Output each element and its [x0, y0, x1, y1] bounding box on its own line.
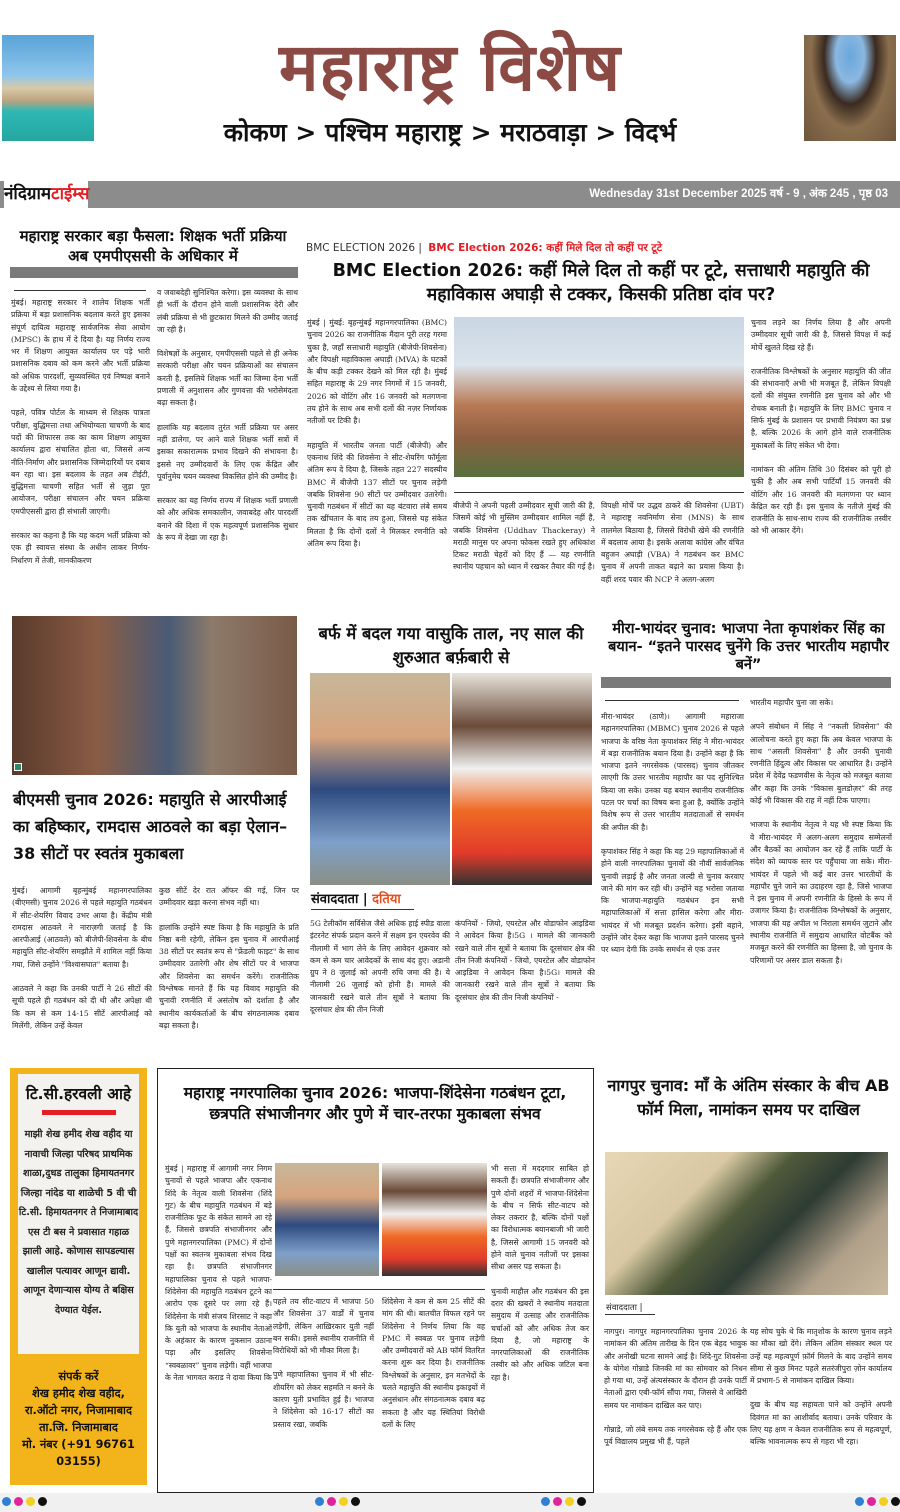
- ad-contact-heading: संपर्क करें: [58, 1370, 99, 1383]
- article2-col4: [751, 317, 891, 538]
- paragraph: सरकार का यह निर्णय राज्य में शिक्षक भर्ती प्रणाली को और अधिक समकालीन, जवाबदेह और पारदर्शी बनाने की दिशा में एक महत्वपूर्ण प्रशासनिक सुधार के रूप में देखा जा रहा है।: [157, 496, 298, 543]
- article1-col2: [157, 287, 298, 544]
- print-registration-marks: [855, 1497, 900, 1506]
- kicker-label: BMC ELECTION 2026 |: [306, 242, 422, 254]
- article1-headline[interactable]: महाराष्ट्र सरकार बड़ा फैसला: शिक्षक भर्ती प्रक्रिया अब एमपीएससी के अधिकार में: [19, 227, 287, 265]
- fadnavis-phone-photo: [275, 1163, 379, 1276]
- article4-credit: [311, 889, 401, 907]
- kicker-red[interactable]: BMC Election 2026: कहीं मिले दिल तो कहीं पर टूटे: [428, 242, 662, 254]
- paragraph: व जवाबदेही सुनिश्चित करेगा। इस व्यवस्था के साथ ही भर्ती के दौरान होने वाली प्रशासनिक देरी और लंबी प्रक्रिया से भी छुटकारा मिलने की उम्मीद जताई जा रही है।: [157, 288, 298, 334]
- yellow-dot-icon: [339, 1497, 348, 1506]
- ad-red-underline: [42, 1110, 116, 1115]
- article5-headline[interactable]: मीरा-भायंदर चुनाव: भाजपा नेता कृपाशंकर सिंह का बयान- “इतने पारसद चुनेंगे कि उत्तर भारतीय महापौर बनें”: [608, 621, 889, 673]
- yellow-dot-icon: [26, 1497, 35, 1506]
- divider-bar: [601, 677, 891, 688]
- article6-col1: [165, 1163, 272, 1384]
- ad-contact-address: रा.ऑटो नगर, निजामाबाद: [25, 1404, 132, 1417]
- article6-col2: [273, 1296, 374, 1431]
- magenta-dot-icon: [14, 1497, 23, 1506]
- paragraph: मुंबई | महाराष्ट्र में आगामी नगर निगम चुनावों से पहले भाजपा और एकनाथ शिंदे के नेतृत्व वाली शिवसेना (शिंदे गुट) के बीच महायुति गठबंधन में बड़े राजनीतिक फूट के संकेत सामने आ रहे हैं, जिससे छत्रपति संभाजीनगर और पुणे महानगरपालिका (PMC) में दोनों पक्षों का स्वतन्त्र मुकाबला संभव दिख रहा है। छत्रपति संभाजीनगर महापालिका चुनाव से पहले भाजपा-शिंदेसेना की महायुति गठबंधन टूटने का आरोप एक दूसरे पर लगा रहे हैं। शिंदेसेना के मंत्री संजय शिरसाट ने कहा कि युती को भाजपा के स्थानीय नेताओं के अहंकार के कारण नुकसान उठाना पड़ा और इसलिए शिवसेना “स्वबळावर” चुनाव लड़ेगी। वहीं भाजपा के नेता भागवत कराड ने दावा किया कि: [165, 1164, 272, 1383]
- credit-label: संवाददाता |: [311, 892, 368, 907]
- newspaper-logo[interactable]: [4, 179, 88, 212]
- logo-text-part2: टाईम्स: [51, 184, 90, 204]
- ramdas-athawale-bmc-photo: [12, 616, 297, 775]
- regions-breadcrumb: कोकण > पश्चिम महाराष्ट्र > मराठवाड़ा > विदर्भ: [223, 118, 677, 147]
- paragraph: भारतीय महापौर चुना जा सके।: [750, 698, 834, 707]
- page-title: महाराष्ट्र विशेष: [278, 29, 622, 106]
- article7-headline[interactable]: नागपुर चुनाव: माँ के अंतिम संस्कार के बीच AB फॉर्म मिला, नामांकन समय पर दाखिल: [607, 1076, 890, 1119]
- article2-kicker: [306, 241, 662, 255]
- article2-headline[interactable]: BMC Election 2026: कहीं मिले दिल तो कहीं पर टूटे, सत्ताधारी महायुति की महाविकास अघाड़ी से टक्कर, किसकी प्रतिष्ठा दांव पर?: [332, 261, 870, 305]
- article3-col2: [159, 885, 299, 1032]
- paragraph: नामांकन की अंतिम तिथि 30 दिसंबर को पूरी हो चुकी है और अब सभी पार्टियाँ 15 जनवरी की वोटिंग और 16 जनवरी की मतगणना पर ध्यान केंद्रित कर रही हैं। इस चुनाव के नतीजे मुंबई की राजनीति के साथ-साथ राज्य की राजनीतिक तस्वीर को भी आकार देंगे।: [751, 464, 891, 536]
- paragraph: चुनाव लड़ने का निर्णय लिया है और अपनी उम्मीदवार सूची जारी की है, जिससे विपक्ष में कई मोर्चे खुलते दिख रहे हैं।: [751, 318, 891, 352]
- paragraph: हालांकि यह बदलाव तुरंत भर्ती प्रक्रिया पर असर नहीं डालेगा, पर आने वाले शिक्षक भर्ती सत्रों में इसका सकारात्मक प्रभाव दिखने की संभावना है। इससे नए उम्मीदवारों के लिए एक केंद्रित और पूर्वानुमेय चयन व्यवस्था विकसित होने की उम्मीद है।: [157, 422, 298, 481]
- article7-credit: संवाददाता |: [606, 1303, 643, 1313]
- article3-col1: [12, 885, 152, 1032]
- article6-col3: [382, 1296, 485, 1431]
- ad-body: माझी शेख हमीद शेख वहीद या नावाची जिल्हा परिषद प्राथमिक शाळा,दुधड तालुका हिमायतनगर जिल्हा नांदेड या शाळेची 5 वी ची टि.सी. हिमायतनगर ते निजामाबाद एस टी बस ने प्रवासात गहाळ झाली आहे. कोणास सापडल्यास खालील पत्यावर आणून द्यावी. आणून देणाऱ्यास योग्य ते बक्षिस देण्यात येईल.: [18, 1129, 139, 1316]
- divider-rule: [605, 700, 739, 701]
- article6-box: [157, 1068, 594, 1493]
- divider-rule: [14, 290, 146, 291]
- cyan-dot-icon: [2, 1497, 11, 1506]
- divider-rule: [605, 1314, 655, 1315]
- ad-contact: [10, 1368, 147, 1470]
- magenta-dot-icon: [553, 1497, 562, 1506]
- paragraph: कुछ सीटें देर रात ऑफर की गई, जिन पर उम्मीदवार खड़ा करना संभव नहीं था।: [159, 886, 299, 908]
- article5-col2: [750, 697, 892, 967]
- article4-col2: [455, 918, 595, 1004]
- paragraph: सरकार का कहना है कि यह कदम भर्ती प्रक्रिया को एक ही स्वायत्त संस्था के अधीन लाकर निर्णय-निर्धारण में तेजी, मानकीकरण: [11, 531, 150, 565]
- paragraph: कृपाशंकर सिंह ने कहा कि यह 29 महापालिकाओं में होने वाली नगरपालिका चुनावों की नौवीं सार्वजनिक चुनावी लड़ाई है और जनता जल्दी से चुनाव करवाए जाने की मांग कर रही थी। उन्होंने यह भरोसा जताया कि भाजपा-महायुति गठबंधन इन सभी महापालिकाओं में सत्ता हासिल करेगा और मीरा-भायंदर में भी मजबूत प्रदर्शन करेगा। इसी बहाने, उन्होंने जोर देकर कहा कि भाजपा इतने पारसद चुनने पर ध्यान देगी कि उनके समर्थन से एक उत्तर: [601, 846, 744, 955]
- article7-col2: [750, 1326, 892, 1449]
- ad-contact-name: शेख हमीद शेख वहीद,: [32, 1387, 125, 1400]
- paragraph: मुंबई | मुंबई: बृहन्मुंबई महानगरपालिका (BMC) चुनाव 2026 का राजनीतिक मैदान पूरी तरह गरमा चुका है, जहाँ सत्ताधारी महायुति (बीजेपी-शिवसेना) और विपक्षी महाविकास अघाड़ी (MVA) के घटकों के बीच कड़ी टक्कर देखने को मिल रही है। मुंबई सहित महाराष्ट्र के 29 नगर निगमों में 15 जनवरी, 2026 को वोटिंग और 16 जनवरी को मतगणना तय होने के साथ अब सभी दलों की नज़र निर्णायक नतीजों पर टिकी है।: [307, 318, 447, 426]
- bmc-building-photo: [454, 317, 744, 477]
- print-registration-marks: [315, 1497, 360, 1506]
- print-registration-marks: [2, 1497, 47, 1506]
- paragraph: भाजपा के स्थानीय नेतृत्व ने यह भी स्पष्ट किया कि वे मीरा-भायंदर में अलग-अलग समुदाय सम्मेलनों और बैठकों का आयोजन कर रहे हैं ताकि पार्टी के संदेश को व्यापक स्तर पर पहुँचाया जा सके। मीरा-भायंदर में पहले भी कई बार उत्तर भारतीयों के महापौर चुने जाने का उदाहरण रहा है, जिसे भाजपा ने इस चुनाव में अपनी रणनीति के हिस्से के रूप में उजागर किया है। राजनीतिक विश्लेषकों के अनुसार, भाजपा की यह अपील भ निराला समर्थन जुटाने और स्थानीय राजनीति में समुदाय आधारित वोटबैंक को मजबूत करने की रणनीति का हिस्सा है, जो चुनाव के परिणामों पर असर डाल सकता है।: [750, 820, 892, 965]
- nagpur-funeral-photo: [605, 1152, 888, 1295]
- paragraph: अपने संबोधन में सिंह ने “नकली शिवसेना” की आलोचना करते हुए कहा कि अब केवल भाजपा के साथ “असली शिवसेना” है और उनकी चुनावी रणनीति हिंदुत्व और विकास पर आधारित है। उन्होंने प्रदेश में देवेंद्र फडणवीस के नेतृत्व को मजबूत बताया और कहा कि उनके “विकास बुलडोज़र” की तरह कोई भी विकास की राह में नहीं टिक पाएगा।: [750, 722, 892, 806]
- paragraph: बीजेपी ने अपनी पहली उम्मीदवार सूची जारी की है, जिसमें कोई भी मुस्लिम उम्मीदवार शामिल नहीं है, जबकि शिवसेना (Uddhav Thackeray) ने मराठी मानुस पर अपना फोकस रखते हुए अधिकांश टिकट मराठी चेहरों को दिए हैं — यह रणनीति स्थानीय पहचान को ध्यान में रखकर तैयार की गई है।: [453, 501, 595, 572]
- paragraph: राजनीतिक विश्लेषकों के अनुसार महायुति की जीत की संभावनाएँ अभी भी मजबूत हैं, लेकिन विपक्षी दलों की संयुक्त रणनीति इस चुनाव को और भी रोचक बनाती है। महायुति के लिए BMC चुनाव न सिर्फ मुंबई के प्रशासन पर प्रभावी नियंत्रण का प्रश्न है, बल्कि 2026 के आगे होने वाले राजनीतिक मुकाबलों के लिए संकेत भी देगा।: [751, 366, 891, 450]
- divider-rule: [273, 1289, 485, 1290]
- ad-notice-panel: [18, 1074, 139, 1354]
- paragraph: आठवले ने कहा कि उनकी पार्टी ने 26 सीटों की सूची पहले ही गठबंधन को दी थी और अपेक्षा थी कि कम से कम 14-15 सीटें आरपीआई को मिलेंगी, लेकिन उन्हें केवल: [12, 984, 152, 1030]
- article4-headline[interactable]: बर्फ में बदल गया वासुकि ताल, नए साल की शुरुआत बर्फ़बारी से: [318, 624, 584, 667]
- cyan-dot-icon: [315, 1497, 324, 1506]
- article2-col3: [601, 500, 744, 586]
- article2-col1: [307, 317, 447, 550]
- paragraph: गोन्नाडे, जो लंबे समय तक नगरसेवक रहे हैं और एक पूर्व विद्यालय प्रमुख भी हैं, पहले: [604, 1425, 747, 1447]
- article2-col2: [453, 500, 595, 574]
- paragraph: नागपुर। नागपुर महानगरपालिका चुनाव 2026 के नामांकन की अंतिम तारीख के दिन एक बेहद भावुक और अनोखी घटना सामने आई है। शिंदे-गुट शिवसेना के योगेश गोन्नाडे जिनकी मां का सोमवार को निधन हो गया था, उन्हें अंत्यसंस्कार के दौरान ही उनके पार्टी नेताओं द्वारा एबी-फॉर्म सौंपा गया, जिससे वे आखिरी समय पर नामांकन दाखिल कर पाए।: [604, 1327, 747, 1410]
- paragraph: विपक्षी मोर्चे पर उद्धव ठाकरे की शिवसेना (UBT) ने महाराष्ट्र नवनिर्माण सेना (MNS) के साथ तालमेल बिठाया है, जिससे विरोधी खेमे की रणनीति में बदलाव आया है। इसके अलावा कांग्रेस और वंचित बहुजन अघाड़ी (VBA) ने गठबंधन कर BMC चुनाव में अपनी ताकत बढ़ाने का प्रयास किया है। वहीं शरद पवार की NCP ने अलग-अलग: [601, 501, 744, 584]
- logo-text-part1: नंदिग्राम: [4, 184, 52, 204]
- paragraph: मीरा-भायंदर (ठाणे)। आगामी महाराजा महानगरपालिका (MBMC) चुनाव 2026 से पहले भाजपा के वरिष्ठ नेता कृपाशंकर सिंह ने मीरा-भायंदर में बड़ा राजनीतिक बयान दिया है। उन्होंने कहा है कि भाजपा इतने नगरसेवक (पारसद) चुनाव जीतकर लाएगी कि उत्तर भारतीय महापौर का पद सुनिश्चित किया जा सके। उनका यह बयान स्थानीय राजनीतिक पटल पर चर्चा का विषय बना हुआ है, क्योंकि उन्होंने विशेष रूप से उत्तर भारतीय मतदाताओं से समर्थन की अपील की है।: [601, 712, 744, 832]
- ad-title: टि.सी.हरवली आहे: [25, 1085, 132, 1103]
- fadnavis-phone-photo: [310, 673, 450, 885]
- paragraph: मुंबई। आगामी बृहन्मुंबई महानगरपालिका (बीएमसी) चुनाव 2026 से पहले महायुति गठबंधन में सीट-शेयरिंग विवाद उभर आया है। केंद्रीय मंत्री रामदास आठवले ने नाराज़गी जताई है कि आरपीआई (आठवले) को बीजेपी-शिवसेना के बीच महायुति सीट-शेयरिंग समझौते में शामिल नहीं किया गया, जिसे उन्होंने "विश्वासघात" बताया है।: [12, 886, 152, 969]
- divider-rule: [454, 492, 744, 493]
- magenta-dot-icon: [327, 1497, 336, 1506]
- credit-place: दतिया: [372, 892, 401, 907]
- divider-bar: [10, 267, 298, 278]
- issue-date-line: Wednesday 31st December 2025 वर्ष - 9 , अंक 245 , पृष्ठ 03: [589, 188, 888, 200]
- paragraph: पहले, पवित्र पोर्टल के माध्यम से शिक्षक पात्रता परीक्षा, बुद्धिमत्ता तथा अभियोग्यता चाचणी के बाद पदों की शिफारस तक का काम शिक्षण आयुक्त कार्यालय द्वारा संचालित होता था, जिससे अन्य नीति-निर्माण और प्रशासनिक जिम्मेदारियों पर दबाव बन रहा था। इस बदलाव के तहत अब टीईटी, बुद्धिमत्ता चाचणी सहित भर्ती से जुड़ा पूरा आयोजन, परीक्षा संचालन और चयन प्रक्रिया एमपीएससी द्वारा ही संभाली जाएगी।: [11, 408, 150, 516]
- paragraph: महायुति में भारतीय जनता पार्टी (बीजेपी) और एकनाथ शिंदे की शिवसेना ने सीट-शेयरिंग फॉर्मूला अंतिम रूप दे दिया है, जिसके तहत 227 सदस्यीय BMC में बीजेपी 137 सीटों पर चुनाव लड़ेगी जबकि शिवसेना 90 सीटों पर उम्मीदवार उतारेगी। चुनावी गठबंधन में सीटों का यह बंटवारा लंबे समय तक खींचतान के बाद तय हुआ, जिससे यह संकेत मिलता है कि दोनों दलों ने मिलकर रणनीति को अंतिम रूप दिया है।: [307, 440, 447, 549]
- paragraph: विशेषज्ञों के अनुसार, एमपीएससी पहले से ही अनेक सरकारी परीक्षा और चयन प्रक्रियाओं का संचालन करती है, इसलिये शिक्षक भर्ती का जिम्मा देना भर्ती प्रणाली में अनुशासन और गुणवत्ता की भरोसेमंदता बढ़ा सकता है।: [157, 349, 298, 408]
- shinde-namaste-photo: [452, 673, 592, 885]
- article4-col1: [310, 918, 450, 1016]
- paragraph: पहले तय सीट-वाटप में भाजपा 50 और शिवसेना 37 वार्डों में चुनाव लड़ेगी, लेकिन आख़िरकार युती नहीं बन सकी। इससे स्थानीय राजनीति में विरोधियों को भी मौका मिला है।: [273, 1297, 374, 1356]
- paragraph: भी सत्ता में मददगार साबित हो सकती हैं। छत्रपति संभाजीनगर और पुणे दोनों शहरों में भाजपा-शिंदेसेना के बीच न सिर्फ सीट-वाटप को लेकर तकरार है, बल्कि दोनों पक्षों का विरोधात्मक बयानबाजी भी जारी है, जिससे आगामी 15 जनवरी को होने वाले चुनाव नतीजों पर इसका सीधा असर पड़ सकता है।: [491, 1164, 589, 1272]
- yellow-dot-icon: [565, 1497, 574, 1506]
- article1-col1: [11, 297, 150, 567]
- ad-contact-taluka: ता.जि. निजामाबाद: [39, 1421, 118, 1434]
- paragraph: हालांकि उन्होंने स्पष्ट किया है कि महायुति के प्रति निष्ठा बनी रहेगी, लेकिन इस चुनाव में आरपीआई 38 सीटों पर स्वतंत्र रूप से "फ्रेंडली फाइट" के साथ उम्मीदवार उतारेगी और शेष सीटों पर वे भाजपा और शिवसेना का समर्थन करेंगे। राजनीतिक विश्लेषक मानते हैं कि यह विवाद महायुति की चुनावी रणनीति में असंतोष को दर्शाता है और स्थानीय कार्यकर्ताओं के बीच संगठनात्मक दबाव बढ़ा सकता है।: [159, 922, 299, 1030]
- paragraph: चुनावी माहौल और गठबंधन की इस दरार की खबरों ने स्थानीय मतदाता समुदाय में उत्साह और राजनीतिक चर्चाओं को और अधिक तेज कर दिया है, जो महाराष्ट्र के नगरपालिकाओं की राजनीतिक तस्वीर को और अधिक जटिल बना रहा है।: [491, 1286, 589, 1382]
- black-dot-icon: [891, 1497, 900, 1506]
- paragraph: 5G टेलीकॉम सर्विसेज जैसे अधिक हाई स्पीड वाला इंटरनेट संपर्क प्रदान करने में सक्षम इन एयरवेव की नीलामी में भाग लेने के लिए आवेदन शुक्रवार को कम से कम चार आवेदकों के साथ बंद हुए। अडानी ग्रुप ने 8 जुलाई को अपनी रुचि जमा की है। ये नीलामी 26 जुलाई को होनी है। मामले की जानकारी रखने वाले तीन सूत्रों ने बताया कि दूरसंचार क्षेत्र की तीन निजी: [310, 919, 450, 1015]
- paragraph: मुंबई। महाराष्ट्र सरकार ने शालेय शिक्षक भर्ती प्रक्रिया में बड़ा प्रशासनिक बदलाव करते हुए इसका संपूर्ण दायित्व महाराष्ट्र सार्वजनिक सेवा आयोग (MPSC) के हाथ में दे दिया है। यह निर्णय राज्य भर में शिक्षण आयुक्त कार्यालय पर पड़े भारी प्रशासनिक दबाव को कम करने और भर्ती प्रक्रिया को अधिक पारदर्शी, सुव्यवस्थित एवं निष्पक्ष बनाने के उद्देश्य से लिया गया है।: [11, 298, 150, 394]
- paragraph: शिंदेसेना ने कम से कम 25 सीटें की मांग की थी। बातचीत विफल रहने पर शिंदेसेना ने निर्णय लिया कि वह PMC में स्वबळ पर चुनाव लड़ेगी और उम्मीदवारों को AB फॉर्म वितरित करना शुरू कर दिया है। राजनीतिक विश्लेषकों के अनुसार, इन मतभेदों के चलते महायुति की स्थानीय इकाइयों में अनुसंधान और संगठनात्मक दबाव बढ़ सकता है और यह स्थितियां विरोधी दलों के लिए: [382, 1297, 485, 1429]
- classified-ad: [10, 1068, 147, 1485]
- paragraph: पुणे महापालिका चुनाव में भी सीट-शीयरिंग को लेकर सहमति न बनने के कारण युती प्रभावित हुई है। भाजपा ने शिंदेसेना को 16-17 सीटों का प्रस्ताव रखा, जबकि: [273, 1370, 374, 1429]
- paragraph: दुख के बीच यह सहायता पाने को उन्होंने अपनी दिवंगत मां का आशीर्वाद बताया। उनके परिवार के लिए यह क्षण न केवल राजनीतिक रूप से महत्वपूर्ण, बल्कि भावनात्मक रूप से गहरा भी रहा।: [750, 1400, 892, 1447]
- article3-headline[interactable]: बीएमसी चुनाव 2026: महायुति से आरपीआई का बहिष्कार, रामदास आठवले का बड़ा ऐलान– 38 सीटों पर स्वतंत्र मुकाबला: [13, 790, 288, 863]
- paragraph: कंपनियों - जियो, एयरटेल और वोडाफोन आइडिया ने आवेदन किया है।5G । मामले की जानकारी रखने वाले तीन सूत्रों ने बताया कि दूरसंचार क्षेत्र की तीन निजी कंपनियों - जियो, एयरटेल और वोडाफोन आइडिया ने आवेदन किया है।5G। मामले की जानकारी रखने वाले तीन सूत्रों ने बताया कि दूरसंचार क्षेत्र की तीन निजी कंपनियों -: [455, 919, 595, 1002]
- print-registration-marks: [541, 1497, 586, 1506]
- shinde-namaste-photo: [382, 1163, 487, 1276]
- article6-col4: [491, 1163, 589, 1384]
- yellow-dot-icon: [879, 1497, 888, 1506]
- image-badge-icon: [14, 763, 22, 771]
- ad-contact-phone[interactable]: मो. नंबर (+91 96761 03155): [22, 1438, 135, 1468]
- paragraph: यह सोच चुके थे कि मातृशोक के कारण चुनाव लड़ने का मौका खो देंगे। लेकिन अंतिम संस्कार स्थल पर उन्हें यह महत्वपूर्ण फ़ॉर्म मिलने के बाद उन्होंने समय सीमा से कुछ मिनट पहले सतरंजीपुरा ज़ोन कार्यालय में प्रभाग-5 से नामांकन दाखिल किया।: [750, 1327, 892, 1386]
- ellora-caves-photo: [804, 35, 896, 141]
- cyan-dot-icon: [541, 1497, 550, 1506]
- article7-col1: [604, 1326, 747, 1449]
- black-dot-icon: [577, 1497, 586, 1506]
- footer-band: [0, 1493, 900, 1512]
- magenta-dot-icon: [867, 1497, 876, 1506]
- divider-rule: [311, 909, 414, 910]
- article6-headline[interactable]: महाराष्ट्र नगरपालिका चुनाव 2026: भाजपा-शिंदेसेना गठबंधन टूटा, छत्रपति संभाजीनगर और पुणे में चार-तरफा मुकाबला संभव: [183, 1084, 567, 1123]
- cyan-dot-icon: [855, 1497, 864, 1506]
- black-dot-icon: [38, 1497, 47, 1506]
- gateway-of-india-photo: [2, 35, 94, 141]
- article5-col1: [601, 711, 744, 957]
- black-dot-icon: [351, 1497, 360, 1506]
